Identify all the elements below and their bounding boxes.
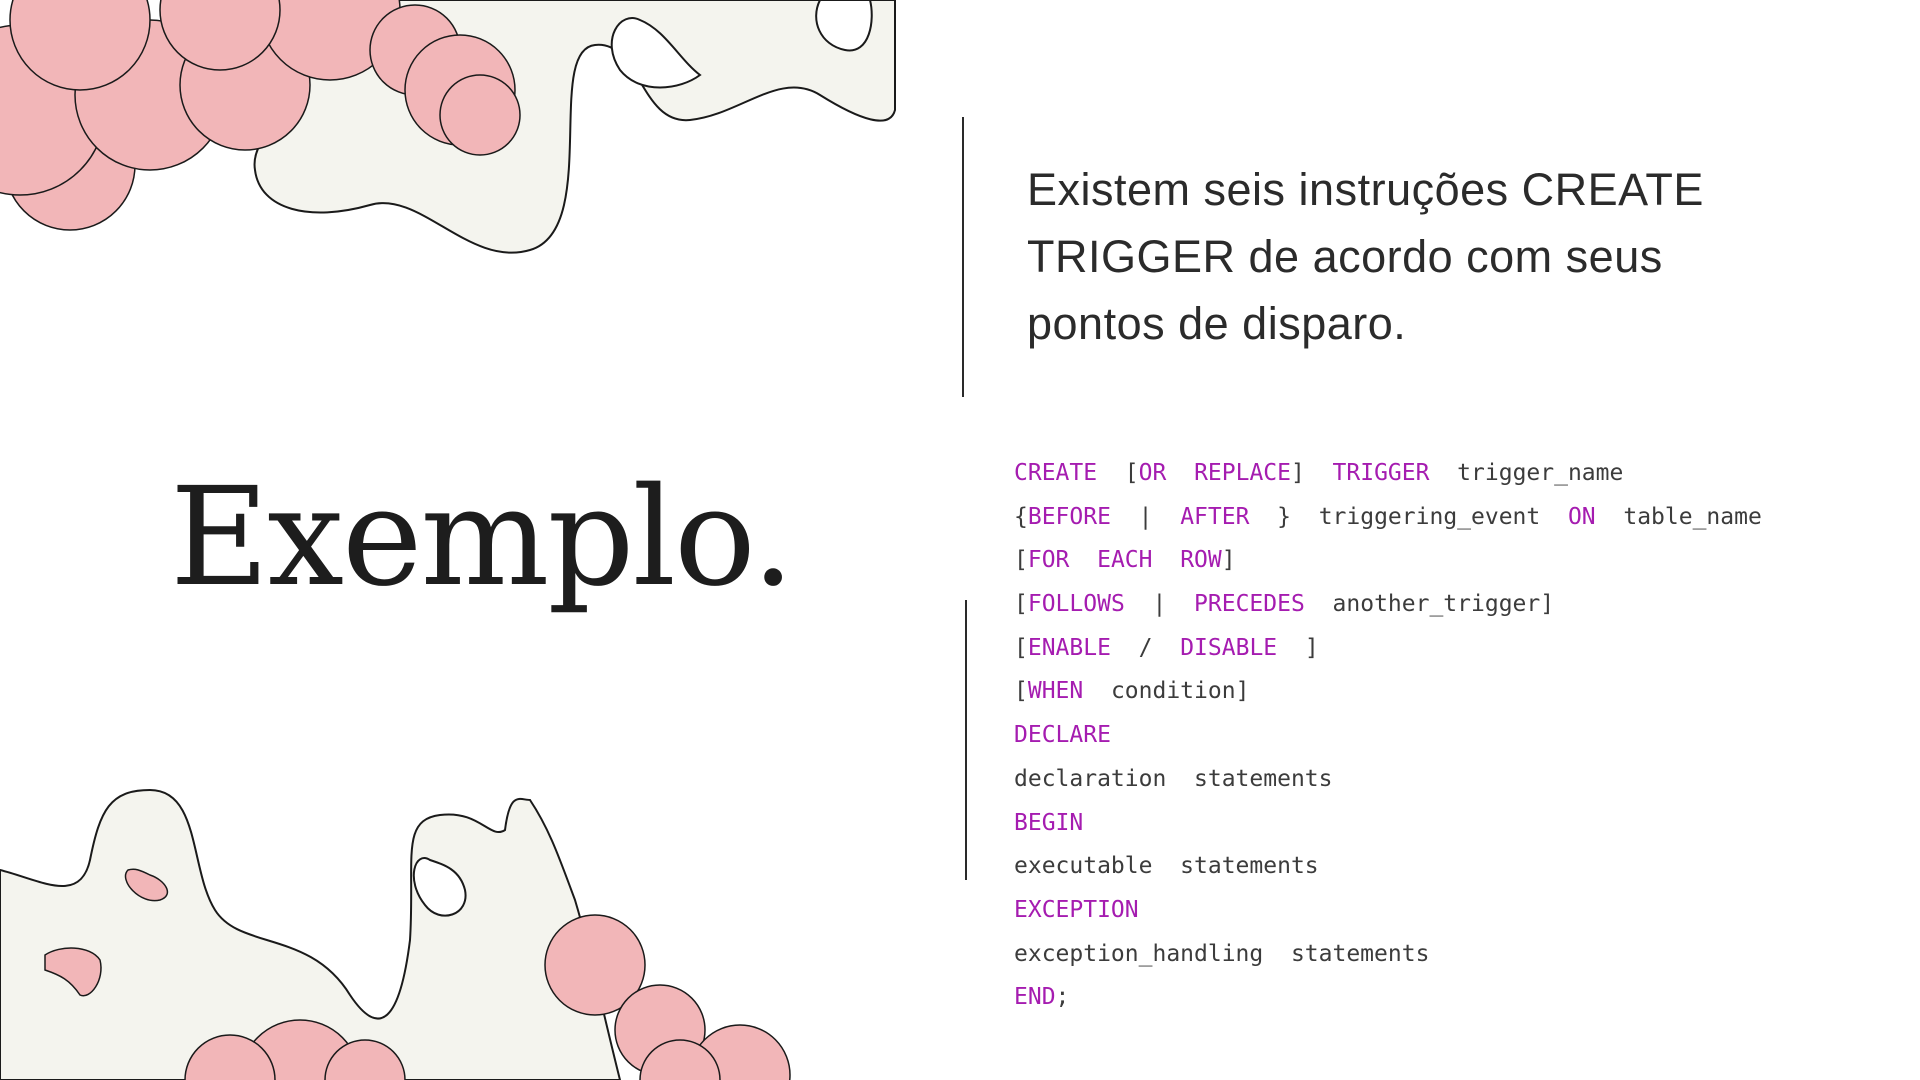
code-text: ; [1055,984,1070,1011]
code-block [1014,455,1894,1023]
code-line [1014,455,1894,499]
code-text [1097,460,1125,486]
code-text: exception_handling statements [1014,940,1430,967]
code-line [1014,542,1894,586]
code-text: ] [1277,634,1319,661]
divider-line-top [962,117,964,397]
code-keyword: FOR [1027,547,1070,574]
code-text: another_trigger] [1304,591,1555,618]
code-line [1014,673,1894,717]
code-line [1014,761,1894,805]
code-keyword: REPLACE [1194,460,1291,486]
code-keyword: CREATE [1014,460,1098,486]
code-keyword: BEGIN [1014,809,1084,836]
code-line [1014,892,1894,936]
code-keyword: DECLARE [1014,722,1111,749]
code-keyword: PRECEDES [1194,591,1305,618]
code-keyword: WHEN [1027,678,1084,705]
code-line [1014,805,1894,849]
code-text: executable statements [1014,853,1319,880]
code-keyword: ROW [1180,547,1222,574]
code-line [1014,979,1894,1023]
divider-line-bottom [965,600,967,880]
code-text: ] [1221,547,1236,574]
code-text: { [1014,503,1028,530]
code-text: [ [1014,678,1028,705]
code-text: [ [1014,547,1028,574]
code-line [1014,499,1894,543]
code-keyword: OR [1138,460,1167,486]
code-keyword: EXCEPTION [1014,896,1139,923]
code-text: [ [1014,591,1028,618]
code-keyword: AFTER [1180,503,1250,530]
code-text: | [1124,591,1195,618]
code-text: condition] [1083,678,1250,705]
code-text: table_name [1595,503,1762,530]
code-keyword: END [1014,984,1056,1011]
code-keyword: BEFORE [1027,503,1111,530]
code-keyword: DISABLE [1180,634,1278,661]
code-line [1014,586,1894,630]
code-text [1069,547,1097,573]
code-line [1014,936,1894,980]
code-text [1166,460,1194,486]
code-line [1014,848,1894,892]
code-keyword: FOLLOWS [1027,591,1125,618]
code-text: | [1110,503,1181,530]
code-text: [ [1014,634,1028,661]
code-text: ] [1291,460,1333,486]
code-keyword: ENABLE [1027,634,1111,661]
code-text: trigger_name [1429,460,1624,486]
code-text: [ [1124,460,1139,486]
code-text [1153,547,1181,573]
code-text: declaration statements [1014,765,1333,792]
code-text: / [1110,634,1181,661]
code-keyword: ON [1567,503,1596,530]
code-text: } triggering_event [1249,503,1568,530]
slide-title: Exemplo. [170,459,793,617]
code-keyword: TRIGGER [1332,460,1430,486]
intro-paragraph: Existem seis instruções CREATE TRIGGER de acordo com seus pontos de disparo. [1027,164,1704,349]
code-line [1014,717,1894,761]
code-line [1014,630,1894,674]
code-keyword: EACH [1097,547,1153,574]
